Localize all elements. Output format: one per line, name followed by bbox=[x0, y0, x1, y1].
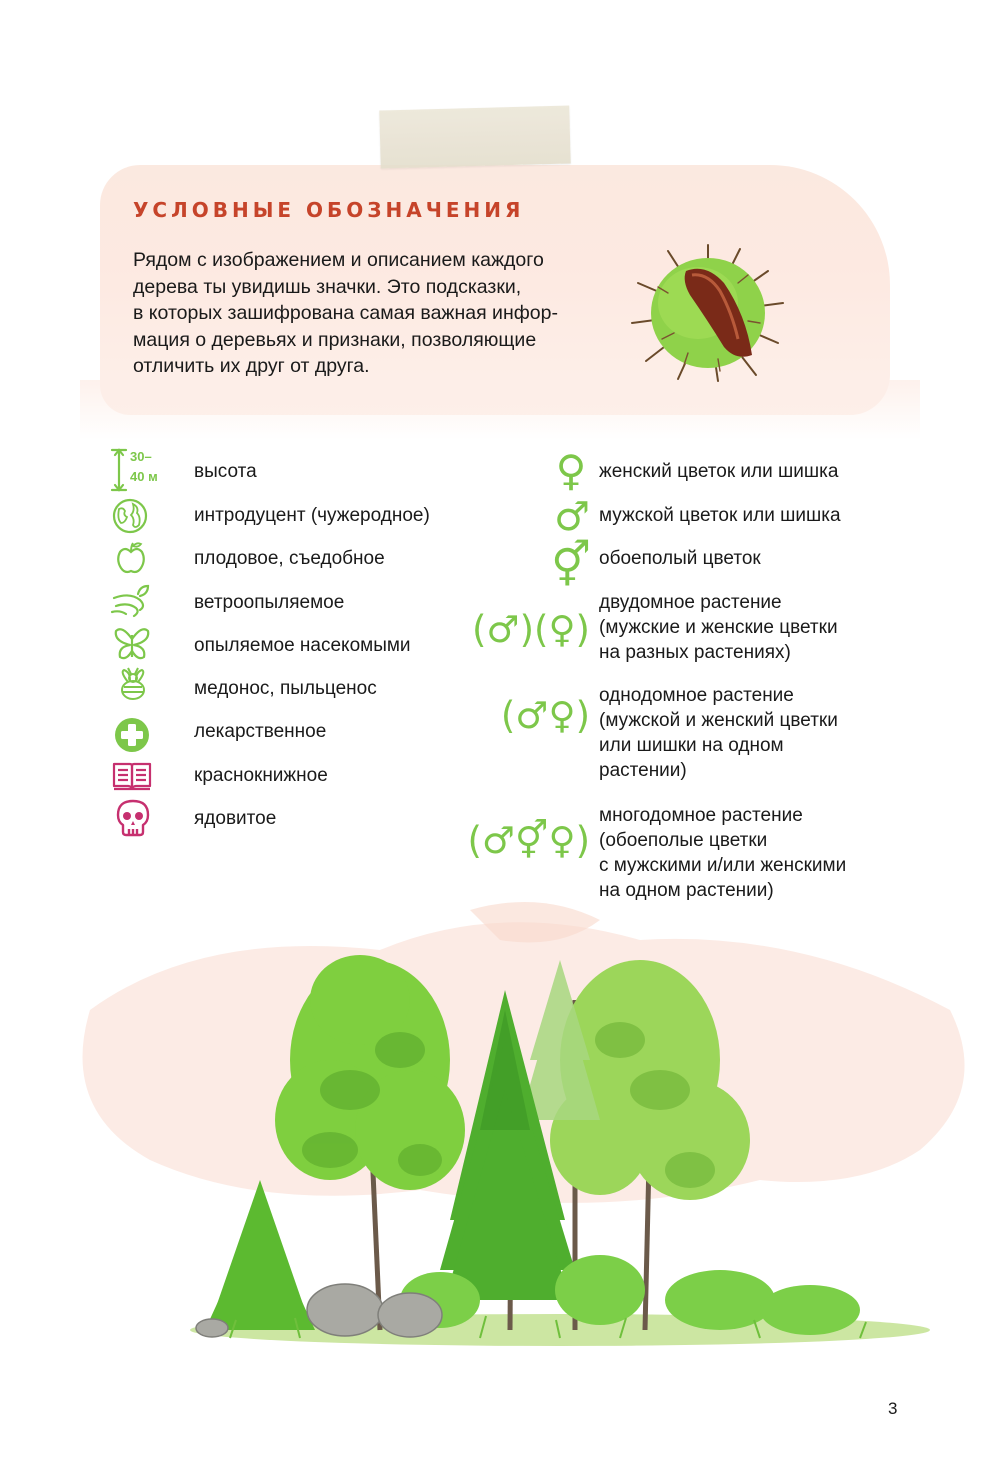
polygamous-icon bbox=[460, 812, 590, 870]
monoecious-symbols: (♂♀) bbox=[500, 694, 590, 737]
dioecious-symbols: (♂)(♀) bbox=[471, 608, 590, 651]
male-icon bbox=[549, 494, 595, 540]
legend-label-red-book: краснокнижное bbox=[194, 765, 328, 786]
wind-icon bbox=[110, 582, 154, 620]
bisexual-symbol: ⚥ bbox=[551, 540, 591, 591]
skull-icon bbox=[113, 798, 153, 838]
forest-illustration bbox=[0, 890, 1000, 1350]
intro-paragraph bbox=[133, 247, 613, 380]
legend-label-wind: ветроопыляемое bbox=[194, 592, 345, 613]
legend-label-insects: опыляемое насекомыми bbox=[194, 635, 411, 656]
intro-line: мация о деревьях и признаки, позволяющие bbox=[133, 328, 537, 351]
intro-panel-fade bbox=[80, 380, 920, 440]
monoecious-icon bbox=[490, 690, 590, 742]
label-line: однодомное растение bbox=[599, 685, 794, 706]
legend-label-male: мужской цветок или шишка bbox=[599, 505, 841, 526]
height-value-top: 30– bbox=[130, 449, 152, 464]
intro-line: дерева ты увидишь значки. Это подсказки, bbox=[133, 275, 522, 298]
height-icon bbox=[108, 448, 176, 492]
dioecious-icon bbox=[471, 604, 590, 656]
legend-label-poisonous: ядовитое bbox=[194, 808, 277, 829]
legend-label-polygamous bbox=[599, 803, 846, 903]
label-line: на разных растениях) bbox=[599, 642, 791, 663]
label-line: с мужскими и/или женскими bbox=[599, 855, 847, 876]
legend-label-fruit: плодовое, съедобное bbox=[194, 548, 385, 569]
intro-line: Рядом с изображением и описанием каждого bbox=[133, 249, 544, 271]
female-symbol: ♀ bbox=[555, 446, 587, 495]
globe-icon bbox=[111, 497, 149, 535]
tape-decoration bbox=[379, 106, 570, 169]
label-line: (мужской и женский цветки bbox=[599, 710, 838, 731]
legend-label-female: женский цветок или шишка bbox=[599, 461, 839, 482]
apple-icon bbox=[115, 540, 147, 576]
legend-label-honey: медонос, пыльценос bbox=[194, 678, 377, 699]
chestnut-illustration bbox=[628, 243, 788, 383]
medical-cross-icon bbox=[113, 716, 151, 754]
label-line: или шишки на одном bbox=[599, 735, 784, 756]
butterfly-icon bbox=[112, 625, 152, 663]
male-symbol: ♂ bbox=[554, 494, 590, 540]
bisexual-icon bbox=[548, 538, 594, 594]
label-line: растении) bbox=[599, 760, 687, 781]
female-icon bbox=[548, 446, 594, 496]
intro-line: отличить их друг от друга. bbox=[133, 355, 370, 378]
label-line: на одном растении) bbox=[599, 880, 774, 901]
page-title: УСЛОВНЫЕ ОБОЗНАЧЕНИЯ bbox=[133, 198, 525, 222]
page-number: 3 bbox=[888, 1399, 898, 1418]
legend-label-dioecious bbox=[599, 590, 838, 665]
book-icon bbox=[111, 758, 153, 794]
bee-icon bbox=[114, 666, 152, 704]
legend-label-bisexual: обоеполый цветок bbox=[599, 548, 761, 569]
label-line: (обоеполые цветки bbox=[599, 830, 768, 851]
legend-label-monoecious bbox=[599, 683, 838, 783]
height-value-bottom: 40 м bbox=[130, 469, 158, 484]
label-line: двудомное растение bbox=[599, 592, 782, 613]
polygamous-symbols: (♂⚥♀) bbox=[467, 819, 590, 862]
label-line: (мужские и женские цветки bbox=[599, 617, 838, 638]
label-line: многодомное растение bbox=[599, 805, 803, 826]
legend-label-medicinal: лекарственное bbox=[194, 721, 327, 742]
legend-label-introduced: интродуцент (чужеродное) bbox=[194, 505, 430, 526]
intro-line: в которых зашифрована самая важная инфор- bbox=[133, 302, 558, 325]
legend-label-height: высота bbox=[194, 461, 257, 482]
